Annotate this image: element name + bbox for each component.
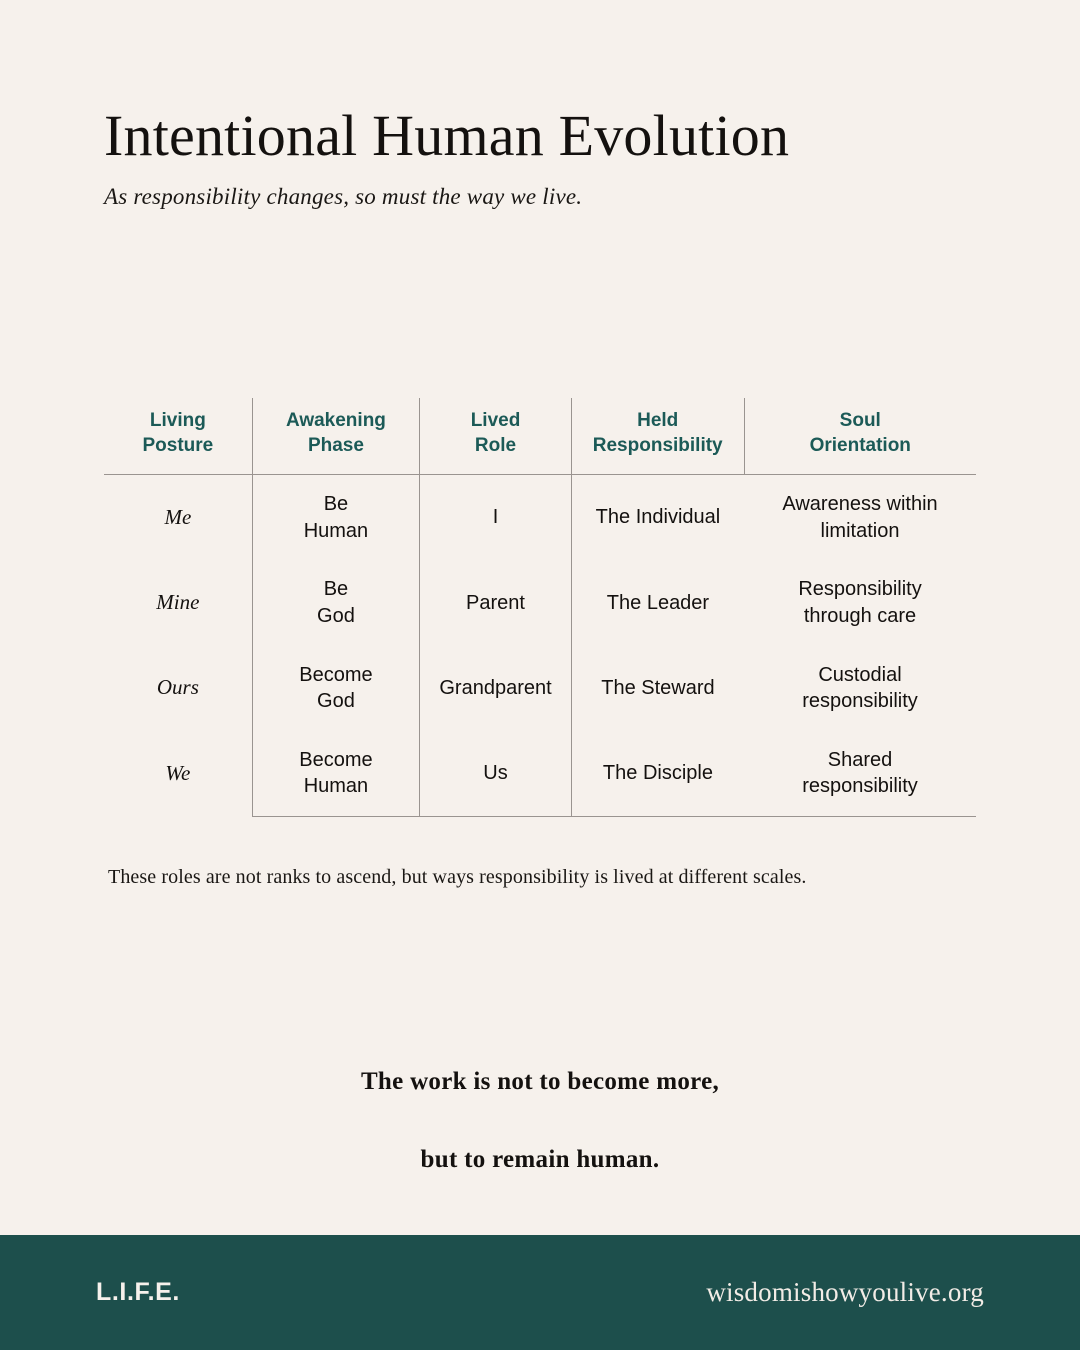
cell-line-1: Be: [323, 493, 349, 516]
header-line-2: Orientation: [809, 435, 911, 457]
cell-lived-role: I: [420, 475, 572, 561]
website-url: wisdomishowyoulive.org: [706, 1277, 984, 1307]
pull-quote: [0, 1068, 1080, 1174]
table-row: [104, 646, 976, 731]
cell-living-posture: Me: [164, 504, 192, 529]
matrix-table-container: [104, 398, 976, 817]
column-header-soul-orientation: [744, 398, 976, 475]
cell-line-2: Human: [303, 519, 369, 542]
cell-line-2: responsibility: [802, 775, 918, 798]
column-header-held-responsibility: [571, 398, 744, 475]
cell-line-2: limitation: [820, 519, 900, 542]
cell-soul-orientation: [744, 475, 976, 561]
header-line-1: Awakening: [285, 410, 386, 431]
cell-awakening-phase: [252, 731, 419, 817]
table-row: [104, 731, 976, 817]
cell-awakening-phase: [252, 646, 419, 731]
matrix-table: [104, 398, 976, 817]
header-line-2: Responsibility: [592, 435, 723, 457]
table-header-row: [104, 398, 976, 475]
cell-line-2: Human: [303, 775, 369, 798]
cell-living-posture: Mine: [156, 589, 200, 614]
cell-soul-orientation: [744, 731, 976, 817]
pull-quote-line-1: The work is not to become more,: [360, 1068, 720, 1095]
header-line-2: Phase: [307, 435, 364, 457]
column-header-lived-role: [420, 398, 572, 475]
cell-line-2: responsibility: [802, 690, 918, 713]
header-line-1: Lived: [470, 410, 521, 431]
cell-line-1: Responsibility: [798, 578, 922, 601]
cell-held-responsibility: The Steward: [571, 646, 744, 731]
cell-held-responsibility: The Individual: [571, 475, 744, 561]
table-footnote: These roles are not ranks to ascend, but ways responsibility is lived at different scales.: [108, 866, 807, 888]
cell-lived-role: Parent: [420, 560, 572, 645]
cell-line-2: God: [317, 690, 355, 713]
cell-line-2: through care: [803, 604, 917, 627]
cell-held-responsibility: The Disciple: [571, 731, 744, 817]
column-header-awakening-phase: [252, 398, 419, 475]
table-row: [104, 475, 976, 561]
footer-band: [0, 1235, 1080, 1350]
cell-soul-orientation: [744, 560, 976, 645]
cell-awakening-phase: [252, 560, 419, 645]
column-header-living-posture: [104, 398, 252, 475]
cell-line-1: Be: [323, 578, 349, 601]
header-line-1: Soul: [839, 410, 881, 431]
cell-line-1: Awareness within: [782, 493, 938, 516]
table-row: [104, 560, 976, 645]
cell-held-responsibility: The Leader: [571, 560, 744, 645]
cell-soul-orientation: [744, 646, 976, 731]
page-subtitle: As responsibility changes, so must the way we live.: [104, 183, 583, 209]
cell-line-1: Become: [299, 663, 373, 686]
cell-lived-role: Us: [420, 731, 572, 817]
cell-living-posture: Ours: [156, 675, 199, 700]
brand-label: L.I.F.E.: [96, 1278, 180, 1306]
header-line-1: Living: [149, 410, 206, 431]
cell-line-1: Become: [299, 748, 373, 771]
header-line-1: Held: [637, 410, 679, 431]
header: [104, 104, 984, 210]
cell-lived-role: Grandparent: [420, 646, 572, 731]
header-line-2: Role: [474, 435, 517, 457]
cell-line-1: Custodial: [818, 663, 902, 686]
cell-awakening-phase: [252, 475, 419, 561]
pull-quote-line-2: but to remain human.: [420, 1146, 660, 1173]
page-title: Intentional Human Evolution: [104, 103, 790, 168]
cell-living-posture: We: [165, 760, 191, 785]
header-line-2: Posture: [142, 435, 214, 457]
cell-line-2: God: [317, 604, 355, 627]
cell-line-1: Shared: [827, 748, 893, 771]
